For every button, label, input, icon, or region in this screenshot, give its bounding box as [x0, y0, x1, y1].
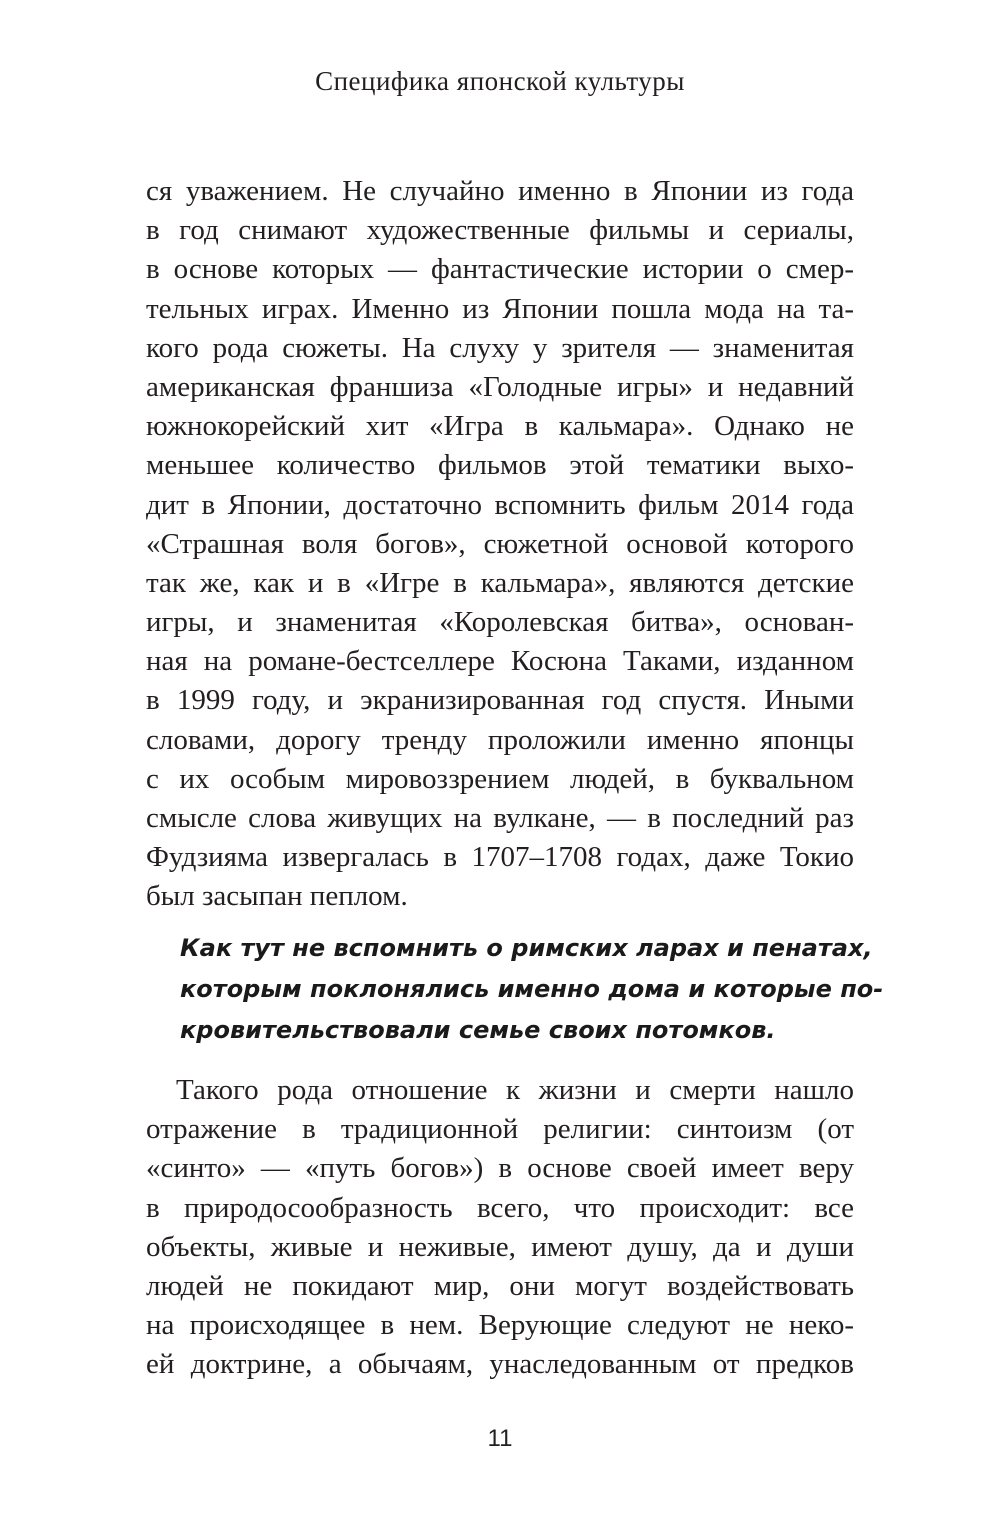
- text-line: отражение в традиционной религии: синтоизм (от: [146, 1113, 854, 1146]
- text-line: американская франшиза «Голодные игры» и недавний: [146, 370, 854, 403]
- text-line: в природосообразность всего, что происходит: все: [146, 1191, 854, 1224]
- text-line: южнокорейский хит «Игра в кальмара». Однако не: [146, 410, 854, 443]
- text-line: Фудзияма извергалась в 1707–1708 годах, даже Токио: [146, 841, 854, 874]
- text-line: ная на романе-бестселлере Косюна Таками, изданном: [146, 645, 854, 678]
- page-number: 11: [487, 1425, 513, 1452]
- text-line: «синто» — «путь богов») в основе своей имеет веру: [146, 1152, 854, 1185]
- text-line: в основе которых — фантастические истории о смер-: [146, 253, 854, 286]
- running-title: Специфика японской культуры: [315, 66, 685, 96]
- text-line: Такого рода отношение к жизни и смерти нашло: [176, 1074, 854, 1106]
- text-line: смысле слова живущих на вулкане, — в последний раз: [146, 802, 854, 834]
- text-line: тельных играх. Именно из Японии пошла мода на та-: [146, 292, 854, 325]
- text-line: так же, как и в «Игре в кальмара», являются детские: [146, 566, 854, 599]
- quote-line: Как тут не вспомнить о римских ларах и пенатах,: [180, 934, 873, 962]
- quote-line: которым поклонялись именно дома и которые по-: [180, 975, 884, 1003]
- text-line: меньшее количество фильмов этой тематики выхо-: [146, 449, 854, 482]
- quote-line: кровительствовали семье своих потомков.: [180, 1016, 776, 1044]
- text-line: кого рода сюжеты. На слуху у зрителя — знаменитая: [146, 331, 854, 364]
- text-line: словами, дорогу тренду проложили именно японцы: [146, 723, 854, 756]
- text-line: в 1999 году, и экранизированная год спустя. Иными: [146, 684, 854, 717]
- callout-quote: [180, 928, 884, 1051]
- text-line: был засыпан пеплом.: [146, 880, 408, 913]
- text-line: объекты, живые и неживые, имеют душу, да и души: [146, 1230, 854, 1263]
- text-line: ся уважением. Не случайно именно в Японии из года: [146, 175, 854, 207]
- text-line: «Страшная воля богов», сюжетной основой которого: [146, 527, 854, 560]
- text-line: на происходящее в нем. Верующие следуют не неко-: [146, 1309, 854, 1342]
- paragraph-1: [146, 172, 854, 917]
- text-line: в год снимают художественные фильмы и сериалы,: [146, 214, 854, 247]
- text-line: людей не покидают мир, они могут воздействовать: [146, 1269, 854, 1302]
- text-line: дит в Японии, достаточно вспомнить фильм 2014 года: [146, 488, 854, 521]
- text-line: ей доктрине, а обычаям, унаследованным от предков: [146, 1348, 854, 1381]
- paragraph-2: [146, 1071, 854, 1385]
- text-line: с их особым мировоззрением людей, в буквальном: [146, 762, 854, 795]
- text-line: игры, и знаменитая «Королевская битва», основан-: [146, 606, 854, 639]
